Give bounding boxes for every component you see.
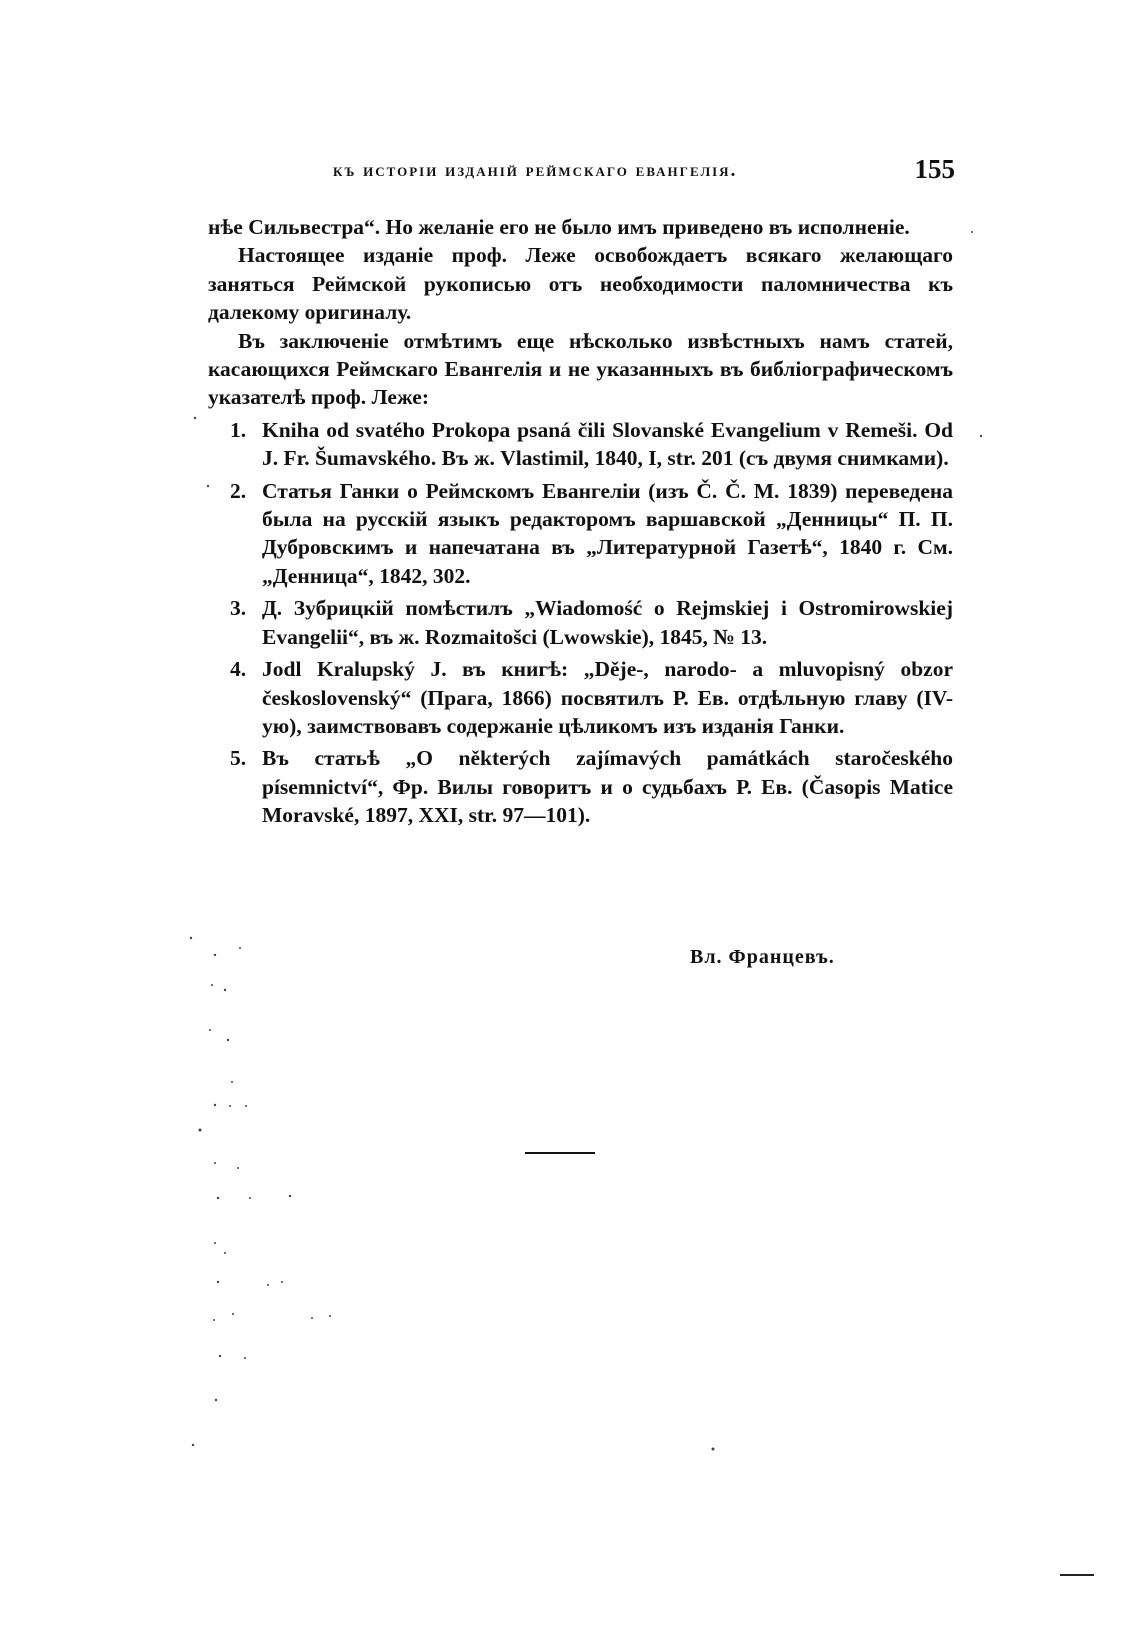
running-head [205,154,955,190]
reference-text: Въ статьѣ „O některých zajímavých památkách staročeského písemnictví“, Фр. Вилы говоритъ и о судьбахъ Р. Ев. (Časopis Matice Moravské, 1897, XXI, str. 97—101). [262,746,953,828]
reference-list [208,416,953,830]
paragraph: нѣе Сильвестра“. Но желаніе его не было имъ приведено въ исполненіе. [208,215,910,239]
edge-mark [1060,1574,1094,1576]
reference-number: 5. [230,746,247,771]
paragraph: Настоящее изданіе проф. Леже освобождаетъ всякаго желающаго заняться Реймской рукописью отъ необходимости паломничества къ далекому оригиналу. [208,243,953,325]
reference-item [208,744,953,829]
reference-text: Kniha od svatého Prokopa psaná čili Slovanské Evangelium v Remeši. Od J. Fr. Šumavského. Въ ж. Vlastimil, 1840, I, str. 201 (съ двумя снимками). [262,417,953,471]
reference-text: Jodl Kralupský J. въ книгѣ: „Děje-, narodo- a mluvopisný obzor československý“ (Прага, 1866) посвятилъ Р. Ев. отдѣльную главу (IV-ую), заимствовавъ содержаніе цѣликомъ изъ изданія Ганки. [262,657,953,738]
reference-number: 1. [230,417,247,442]
reference-item [208,655,953,740]
reference-text: Статья Ганки о Реймскомъ Евангеліи (изъ Č. Č. M. 1839) переведена была на русскій языкъ редакторомъ варшавской „Денницы“ П. П. Дубровскимъ и напечатана въ „Литературной Газетѣ“, 1840 г. См. „Денница“, 1842, 302. [262,478,953,588]
paragraph: Въ заключеніе отмѣтимъ еще нѣсколько извѣстныхъ намъ статей, касающихся Реймскаго Евангелія и не указанныхъ въ библіографическомъ указателѣ проф. Леже: [208,328,953,410]
author-signature: Вл. Францевъ. [690,946,835,968]
reference-number: 2. [230,478,247,503]
reference-item [208,477,953,591]
text-block [208,213,953,830]
running-title: къ исторіи изданій реймскаго евангелія. [333,160,738,181]
reference-number: 3. [230,596,247,621]
section-end-rule [525,1152,595,1154]
reference-item [208,594,953,651]
reference-text: Д. Зубрицкій помѣстилъ „Wiadomość o Rejmskiej i Ostromirowskiej Evangelii“, въ ж. Rozmaitošci (Lwowskie), 1845, № 13. [262,596,953,649]
page-number: 155 [914,154,955,184]
reference-item [208,416,953,473]
reference-number: 4. [230,657,247,682]
